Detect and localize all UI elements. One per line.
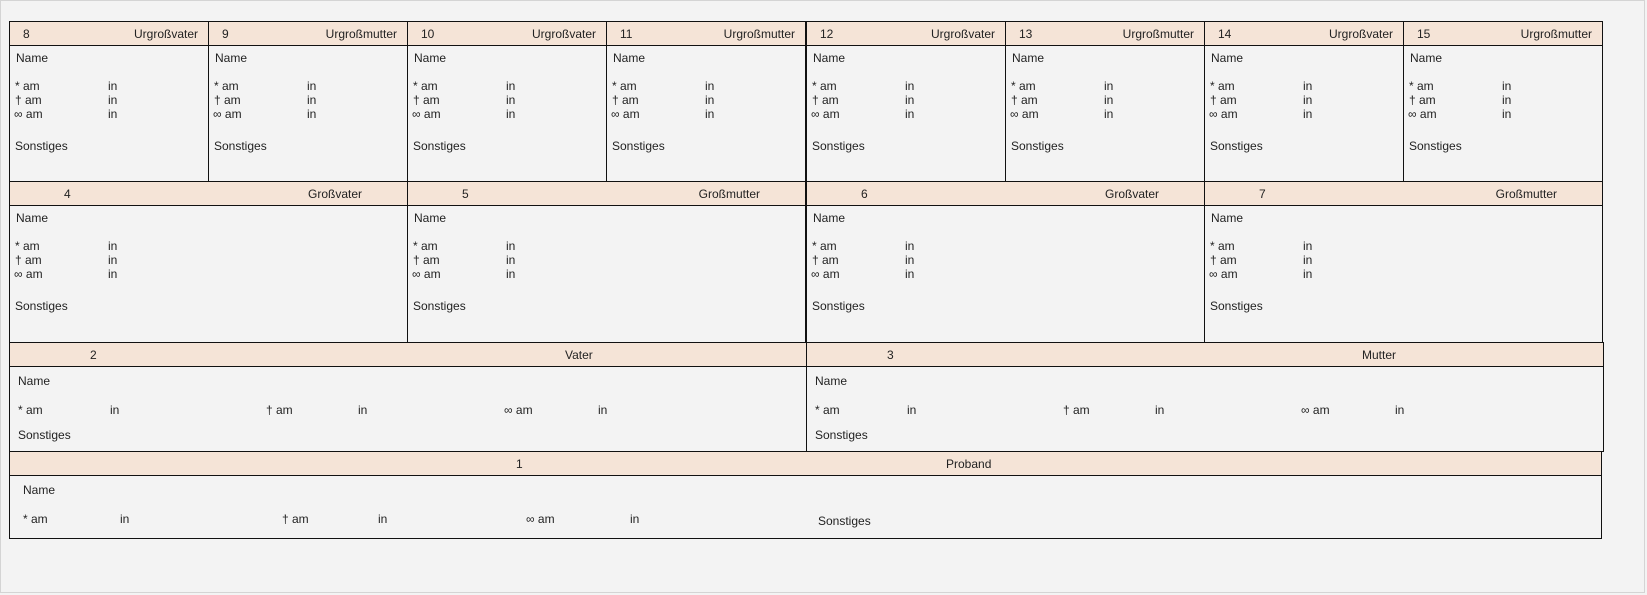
proband-number: 1 [516, 457, 523, 471]
ancestor-number: 6 [861, 187, 868, 201]
born-label: * am [15, 239, 40, 253]
died-label: † am [15, 93, 42, 107]
married-place-label: in [905, 107, 915, 121]
married-place-label: in [1303, 107, 1313, 121]
name-label: Name [215, 51, 248, 65]
born-place-label: in [905, 239, 915, 253]
great-grandparent-box [1403, 21, 1603, 182]
name-label: Name [16, 211, 49, 225]
died-place-label: in [1502, 93, 1512, 107]
died-place-label: in [1303, 93, 1313, 107]
ancestor-role: Großmutter [698, 187, 760, 201]
ancestor-role: Urgroßvater [133, 27, 198, 41]
married-label: ∞ am [1010, 107, 1039, 121]
married-place-label: in [630, 512, 640, 526]
born-label: * am [413, 79, 438, 93]
died-label: † am [282, 512, 309, 526]
grandparent-box [407, 181, 806, 343]
married-place-label: in [506, 267, 516, 281]
great-grandparent-box [208, 21, 408, 182]
born-label: * am [413, 239, 438, 253]
ancestor-number: 5 [462, 187, 469, 201]
born-label: * am [612, 79, 637, 93]
name-label: Name [1410, 51, 1443, 65]
born-place-label: in [307, 79, 317, 93]
died-label: † am [413, 253, 440, 267]
ancestor-number: 13 [1019, 27, 1033, 41]
married-place-label: in [1303, 267, 1313, 281]
great-grandparent-box [606, 21, 806, 182]
born-place-label: in [1502, 79, 1512, 93]
married-label: ∞ am [14, 267, 43, 281]
died-label: † am [1409, 93, 1436, 107]
married-place-label: in [598, 403, 608, 417]
other-label: Sonstiges [18, 428, 71, 442]
died-label: † am [812, 253, 839, 267]
born-label: * am [1409, 79, 1434, 93]
proband-role: Proband [946, 457, 992, 471]
married-place-label: in [1104, 107, 1114, 121]
other-label: Sonstiges [818, 514, 871, 528]
born-label: * am [23, 512, 48, 526]
married-place-label: in [905, 267, 915, 281]
other-label: Sonstiges [214, 139, 267, 153]
ancestor-number: 9 [222, 27, 229, 41]
married-label: ∞ am [412, 107, 441, 121]
name-label: Name [414, 211, 447, 225]
ancestor-number: 4 [64, 187, 71, 201]
died-place-label: in [1155, 403, 1165, 417]
died-place-label: in [705, 93, 715, 107]
box-header [1205, 182, 1602, 206]
great-grandparent-box [407, 21, 607, 182]
box-header [209, 22, 407, 46]
ancestor-role: Großmutter [1495, 187, 1557, 201]
name-label: Name [613, 51, 646, 65]
ancestor-chart [9, 21, 1602, 561]
born-label: * am [1210, 79, 1235, 93]
box-header [807, 182, 1204, 206]
grandparent-box [9, 181, 408, 343]
born-place-label: in [907, 403, 917, 417]
died-place-label: in [378, 512, 388, 526]
died-label: † am [1210, 253, 1237, 267]
other-label: Sonstiges [413, 299, 466, 313]
ancestor-number: 2 [90, 348, 97, 362]
ancestor-number: 15 [1417, 27, 1431, 41]
box-header [1404, 22, 1602, 46]
died-label: † am [413, 93, 440, 107]
ancestor-role: Urgroßvater [1328, 27, 1393, 41]
name-label: Name [414, 51, 447, 65]
ancestor-number: 7 [1259, 187, 1266, 201]
married-label: ∞ am [811, 107, 840, 121]
married-place-label: in [705, 107, 715, 121]
grandparent-box [806, 181, 1205, 343]
name-label: Name [1211, 211, 1244, 225]
other-label: Sonstiges [1011, 139, 1064, 153]
ancestor-role: Urgroßmutter [1122, 27, 1194, 41]
married-label: ∞ am [14, 107, 43, 121]
ancestor-role: Vater [565, 348, 593, 362]
other-label: Sonstiges [812, 299, 865, 313]
name-label: Name [23, 483, 56, 497]
married-label: ∞ am [213, 107, 242, 121]
married-label: ∞ am [811, 267, 840, 281]
other-label: Sonstiges [413, 139, 466, 153]
proband-box [9, 451, 1602, 539]
married-place-label: in [108, 267, 118, 281]
great-grandparent-box [1204, 21, 1404, 182]
born-place-label: in [108, 239, 118, 253]
born-place-label: in [110, 403, 120, 417]
died-place-label: in [1104, 93, 1114, 107]
died-place-label: in [108, 253, 118, 267]
married-label: ∞ am [611, 107, 640, 121]
married-label: ∞ am [1301, 403, 1330, 417]
ancestor-role: Urgroßvater [930, 27, 995, 41]
ancestor-role: Urgroßmutter [325, 27, 397, 41]
ancestor-number: 10 [421, 27, 435, 41]
name-label: Name [16, 51, 49, 65]
box-header [408, 182, 805, 206]
box-header [10, 452, 1601, 476]
born-place-label: in [1303, 79, 1313, 93]
ancestor-role: Urgroßvater [531, 27, 596, 41]
born-label: * am [18, 403, 43, 417]
ancestor-number: 11 [620, 27, 633, 41]
ancestor-role: Urgroßmutter [723, 27, 795, 41]
born-place-label: in [1104, 79, 1114, 93]
name-label: Name [815, 374, 848, 388]
box-header [607, 22, 805, 46]
born-place-label: in [905, 79, 915, 93]
ancestor-number: 14 [1218, 27, 1232, 41]
name-label: Name [813, 51, 846, 65]
box-header [10, 182, 407, 206]
other-label: Sonstiges [815, 428, 868, 442]
great-grandparent-box [1005, 21, 1205, 182]
other-label: Sonstiges [612, 139, 665, 153]
died-label: † am [1063, 403, 1090, 417]
died-place-label: in [108, 93, 118, 107]
born-label: * am [1210, 239, 1235, 253]
died-place-label: in [905, 253, 915, 267]
name-label: Name [18, 374, 51, 388]
born-label: * am [812, 239, 837, 253]
other-label: Sonstiges [1210, 139, 1263, 153]
died-label: † am [612, 93, 639, 107]
died-label: † am [812, 93, 839, 107]
grandparent-box [1204, 181, 1603, 343]
born-place-label: in [705, 79, 715, 93]
born-place-label: in [120, 512, 130, 526]
ancestor-role: Mutter [1362, 348, 1397, 362]
died-place-label: in [307, 93, 317, 107]
married-label: ∞ am [1408, 107, 1437, 121]
other-label: Sonstiges [1409, 139, 1462, 153]
ancestor-number: 8 [23, 27, 30, 41]
married-label: ∞ am [412, 267, 441, 281]
other-label: Sonstiges [15, 139, 68, 153]
married-place-label: in [307, 107, 317, 121]
ancestor-number: 3 [887, 348, 894, 362]
ancestor-role: Großvater [1104, 187, 1159, 201]
died-place-label: in [905, 93, 915, 107]
married-label: ∞ am [526, 512, 555, 526]
parent-box [9, 342, 807, 452]
born-place-label: in [108, 79, 118, 93]
other-label: Sonstiges [15, 299, 68, 313]
box-header [10, 22, 208, 46]
box-header [10, 343, 806, 367]
born-label: * am [815, 403, 840, 417]
died-label: † am [15, 253, 42, 267]
born-label: * am [15, 79, 40, 93]
married-label: ∞ am [504, 403, 533, 417]
box-header [807, 343, 1603, 367]
box-header [1205, 22, 1403, 46]
name-label: Name [1012, 51, 1045, 65]
name-label: Name [1211, 51, 1244, 65]
died-label: † am [1011, 93, 1038, 107]
ancestor-role: Urgroßmutter [1520, 27, 1592, 41]
married-place-label: in [108, 107, 118, 121]
ancestor-role: Großvater [307, 187, 362, 201]
box-header [408, 22, 606, 46]
born-place-label: in [506, 79, 516, 93]
died-place-label: in [1303, 253, 1313, 267]
great-grandparent-box [806, 21, 1006, 182]
born-label: * am [812, 79, 837, 93]
parent-box [806, 342, 1604, 452]
married-place-label: in [1502, 107, 1512, 121]
other-label: Sonstiges [812, 139, 865, 153]
ancestor-number: 12 [820, 27, 834, 41]
died-place-label: in [358, 403, 368, 417]
born-label: * am [214, 79, 239, 93]
born-label: * am [1011, 79, 1036, 93]
died-label: † am [214, 93, 241, 107]
died-label: † am [1210, 93, 1237, 107]
married-label: ∞ am [1209, 267, 1238, 281]
died-place-label: in [506, 93, 516, 107]
great-grandparent-box [9, 21, 209, 182]
box-header [807, 22, 1005, 46]
married-place-label: in [506, 107, 516, 121]
name-label: Name [813, 211, 846, 225]
died-place-label: in [506, 253, 516, 267]
other-label: Sonstiges [1210, 299, 1263, 313]
married-label: ∞ am [1209, 107, 1238, 121]
box-header [1006, 22, 1204, 46]
born-place-label: in [1303, 239, 1313, 253]
born-place-label: in [506, 239, 516, 253]
died-label: † am [266, 403, 293, 417]
married-place-label: in [1395, 403, 1405, 417]
